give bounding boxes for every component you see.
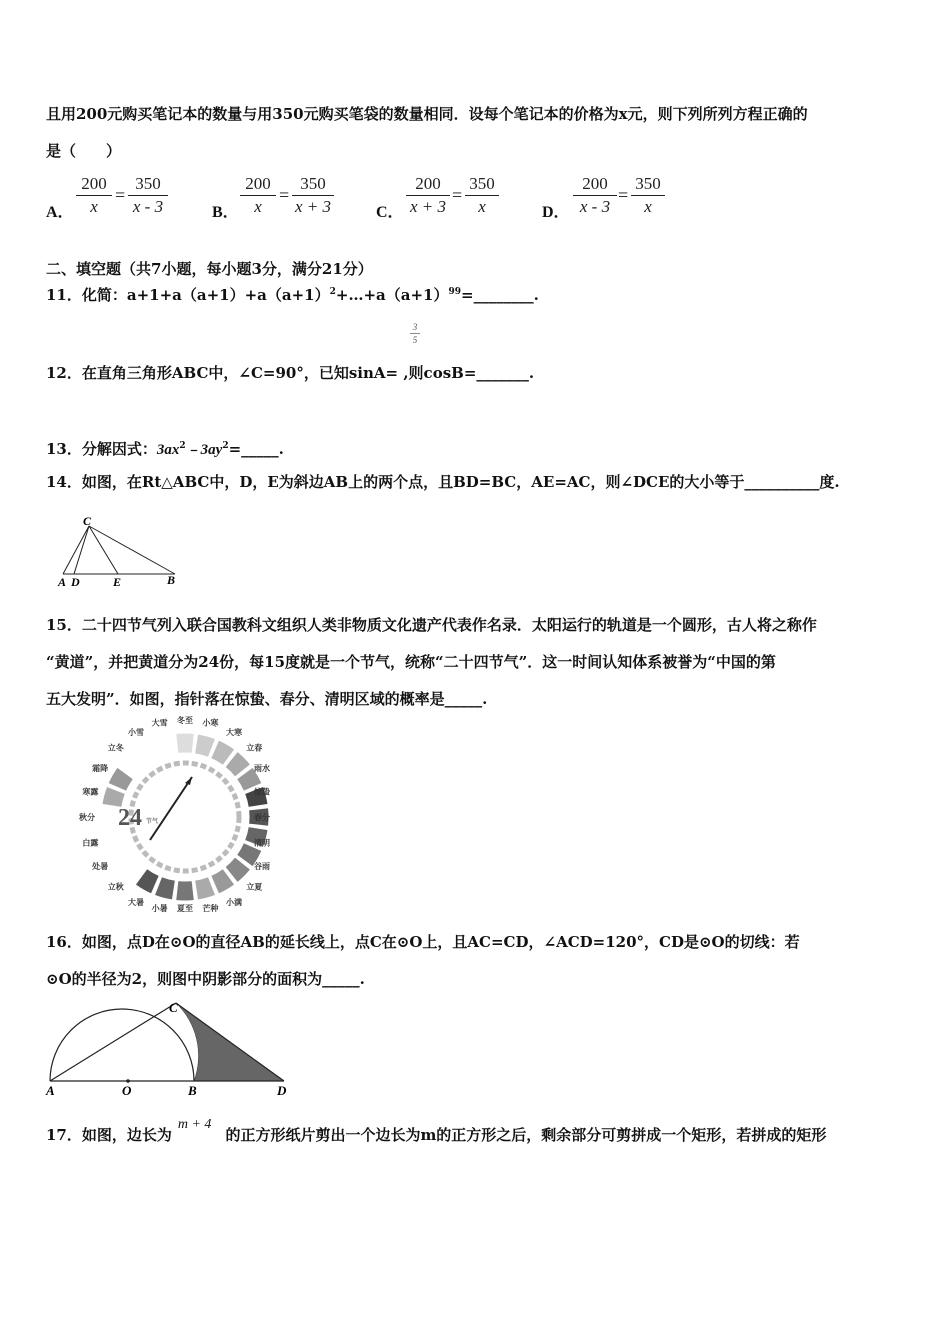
option-b-right-numerator: 350 <box>300 174 326 193</box>
wheel-term-label: 小暑 <box>151 904 168 913</box>
label-d: D <box>71 575 80 589</box>
option-b-left-fraction <box>240 174 276 217</box>
option-a-left-denominator: x <box>90 197 98 216</box>
label-a: A <box>46 1083 55 1098</box>
wheel-term-label: 大雪 <box>151 718 168 728</box>
label-b: B <box>167 573 176 587</box>
question-16-line1: 16．如图，点D在⊙O的直径AB的延长线上，点C在⊙O上，且AC=CD，∠ACD=120°，CD是⊙O的切线：若 <box>46 933 800 951</box>
q11-text-c: =________. <box>461 286 539 304</box>
label-d: D <box>277 1083 287 1098</box>
q10-stem-line1: 且用200元购买笔记本的数量与用350元购买笔袋的数量相同．设每个笔记本的价格为x元，则下列所列方程正确的 <box>46 105 808 123</box>
solar-terms-wheel <box>40 715 270 915</box>
option-d-right-numerator: 350 <box>635 174 661 193</box>
option-c-right-numerator: 350 <box>469 174 495 193</box>
option-b-equals: = <box>279 185 290 205</box>
label-b: B <box>188 1083 197 1098</box>
q13-exponent-2: 2 <box>222 441 229 451</box>
pointer-arrowhead <box>185 777 192 785</box>
option-b-label: B． <box>212 204 239 221</box>
label-c: C <box>169 1000 178 1015</box>
question-15-line2: “黄道”，并把黄道分为24份，每15度就是一个节气，统称“二十四节气”．这一时间认知体系被誉为“中国的第 <box>46 653 776 671</box>
question-15-line1: 15．二十四节气列入联合国教科文组织人类非物质文化遗产代表作名录．太阳运行的轨道是一个圆形，古人将之称作 <box>46 616 817 634</box>
chord-ac <box>50 1003 176 1081</box>
wheel-center-number: 24 <box>118 805 142 831</box>
q13-suffix: =_____. <box>228 440 284 458</box>
wheel-term-label: 小雪 <box>128 728 144 738</box>
question-11 <box>46 284 539 305</box>
wheel-term-label: 立春 <box>246 743 263 753</box>
wheel-term-label: 清明 <box>254 838 270 848</box>
q17-suffix: 的正方形纸片剪出一个边长为m的正方形之后，剩余部分可剪拼成一个矩形，若拼成的矩形 <box>225 1126 827 1144</box>
option-a-right-fraction <box>128 174 168 217</box>
section-title: 二、填空题（共7小题，每小题3分，满分21分） <box>46 260 373 278</box>
question-13 <box>46 438 284 459</box>
option-d-left-fraction <box>573 174 617 217</box>
question-16-line2: ⊙O的半径为2，则图中阴影部分的面积为_____. <box>46 970 365 988</box>
option-c-label: C． <box>376 204 404 221</box>
option-b-left-numerator: 200 <box>245 174 271 193</box>
q12-small-fraction <box>410 322 420 345</box>
wheel-segment <box>176 881 195 901</box>
segment-ce <box>89 526 118 574</box>
option-b-right-fraction <box>292 174 334 217</box>
option-c-left-numerator: 200 <box>415 174 441 193</box>
question-17 <box>46 1117 827 1145</box>
option-a-equals: = <box>115 185 126 205</box>
question-14: 14．如图，在Rt△ABC中，D，E为斜边AB上的两个点，且BD=BC，AE=AC，则∠DCE的大小等于__________度. <box>46 473 840 491</box>
q11-text-a: 11．化简：a+1+a（a+1）+a（a+1） <box>46 286 330 304</box>
wheel-term-label: 霜降 <box>92 764 109 773</box>
wheel-center-caption: 节气 <box>146 819 159 825</box>
option-c-left-fraction <box>406 174 450 217</box>
q13-expression-a: 3ax <box>156 442 180 458</box>
wheel-segment <box>176 733 195 753</box>
option-c-right-denominator: x <box>478 197 486 216</box>
wheel-term-label: 春分 <box>254 813 270 822</box>
wheel-term-label: 白露 <box>82 838 99 848</box>
wheel-term-label: 谷雨 <box>254 862 270 871</box>
pointer-needle <box>150 777 192 840</box>
option-b-left-denominator: x <box>254 197 262 216</box>
option-a-left-numerator: 200 <box>81 174 107 193</box>
wheel-term-label: 立夏 <box>246 882 263 892</box>
wheel-term-label: 立秋 <box>107 882 124 892</box>
option-d-left-denominator: x - 3 <box>579 197 611 216</box>
option-c-right-fraction <box>465 174 499 217</box>
label-c: C <box>83 514 92 528</box>
q12-fraction-numerator: 3 <box>412 322 418 332</box>
q13-prefix: 13．分解因式： <box>46 440 157 458</box>
label-a: A <box>58 575 67 589</box>
wheel-term-label: 雨水 <box>254 764 270 773</box>
q17-expression: m + 4 <box>177 1117 212 1132</box>
wheel-term-label: 秋分 <box>79 813 95 822</box>
wheel-term-label: 大暑 <box>128 897 144 907</box>
option-c-equals: = <box>452 185 463 205</box>
wheel-term-label: 大寒 <box>226 728 242 738</box>
option-c-left-denominator: x + 3 <box>409 197 447 216</box>
option-d-equals: = <box>618 185 629 205</box>
wheel-term-label: 夏至 <box>177 904 193 913</box>
q11-exponent-2: 99 <box>448 287 462 297</box>
wheel-term-label: 寒露 <box>82 787 99 797</box>
option-a-right-numerator: 350 <box>135 174 161 193</box>
question-12: 12．在直角三角形ABC中，∠C=90°，已知sinA= ,则cosB=_______. <box>46 364 535 382</box>
option-a-right-denominator: x - 3 <box>132 197 164 216</box>
q17-prefix: 17．如图，边长为 <box>46 1126 172 1144</box>
option-d-label: D． <box>542 204 570 221</box>
wheel-term-label: 处暑 <box>92 862 109 871</box>
wheel-term-label: 小寒 <box>202 718 219 728</box>
q13-expression-b: ﹣3ay <box>185 442 223 458</box>
side-bc <box>89 526 175 574</box>
inner-dashed-ring <box>131 763 239 871</box>
label-e: E <box>113 575 122 589</box>
wheel-term-label: 芒种 <box>202 904 219 913</box>
q16-semicircle-figure <box>44 998 294 1098</box>
q12-fraction-denominator: 5 <box>412 335 418 345</box>
semicircle-arc <box>50 1009 194 1081</box>
q10-stem-line2: 是（ ） <box>46 142 122 160</box>
q11-text-b: +…+a（a+1） <box>335 286 449 304</box>
wheel-segment <box>108 767 133 791</box>
question-15-line3: 五大发明”．如图，指针落在惊蛰、春分、清明区域的概率是_____. <box>46 690 488 708</box>
q11-exponent-1: 2 <box>329 287 336 297</box>
option-d-left-numerator: 200 <box>582 174 608 193</box>
label-o: O <box>122 1083 132 1098</box>
wheel-term-label: 冬至 <box>177 716 193 725</box>
option-a-label: A． <box>46 204 74 221</box>
wheel-segment <box>135 869 159 894</box>
option-b-right-denominator: x + 3 <box>294 197 332 216</box>
q14-triangle-figure <box>55 512 185 592</box>
wheel-term-label: 惊蛰 <box>254 787 270 797</box>
option-d-right-denominator: x <box>644 197 652 216</box>
option-a-left-fraction <box>76 174 112 217</box>
wheel-term-label: 小满 <box>226 897 242 907</box>
wheel-term-label: 立冬 <box>107 743 124 753</box>
option-d-right-fraction <box>631 174 665 217</box>
q13-exponent-1: 2 <box>179 441 186 451</box>
